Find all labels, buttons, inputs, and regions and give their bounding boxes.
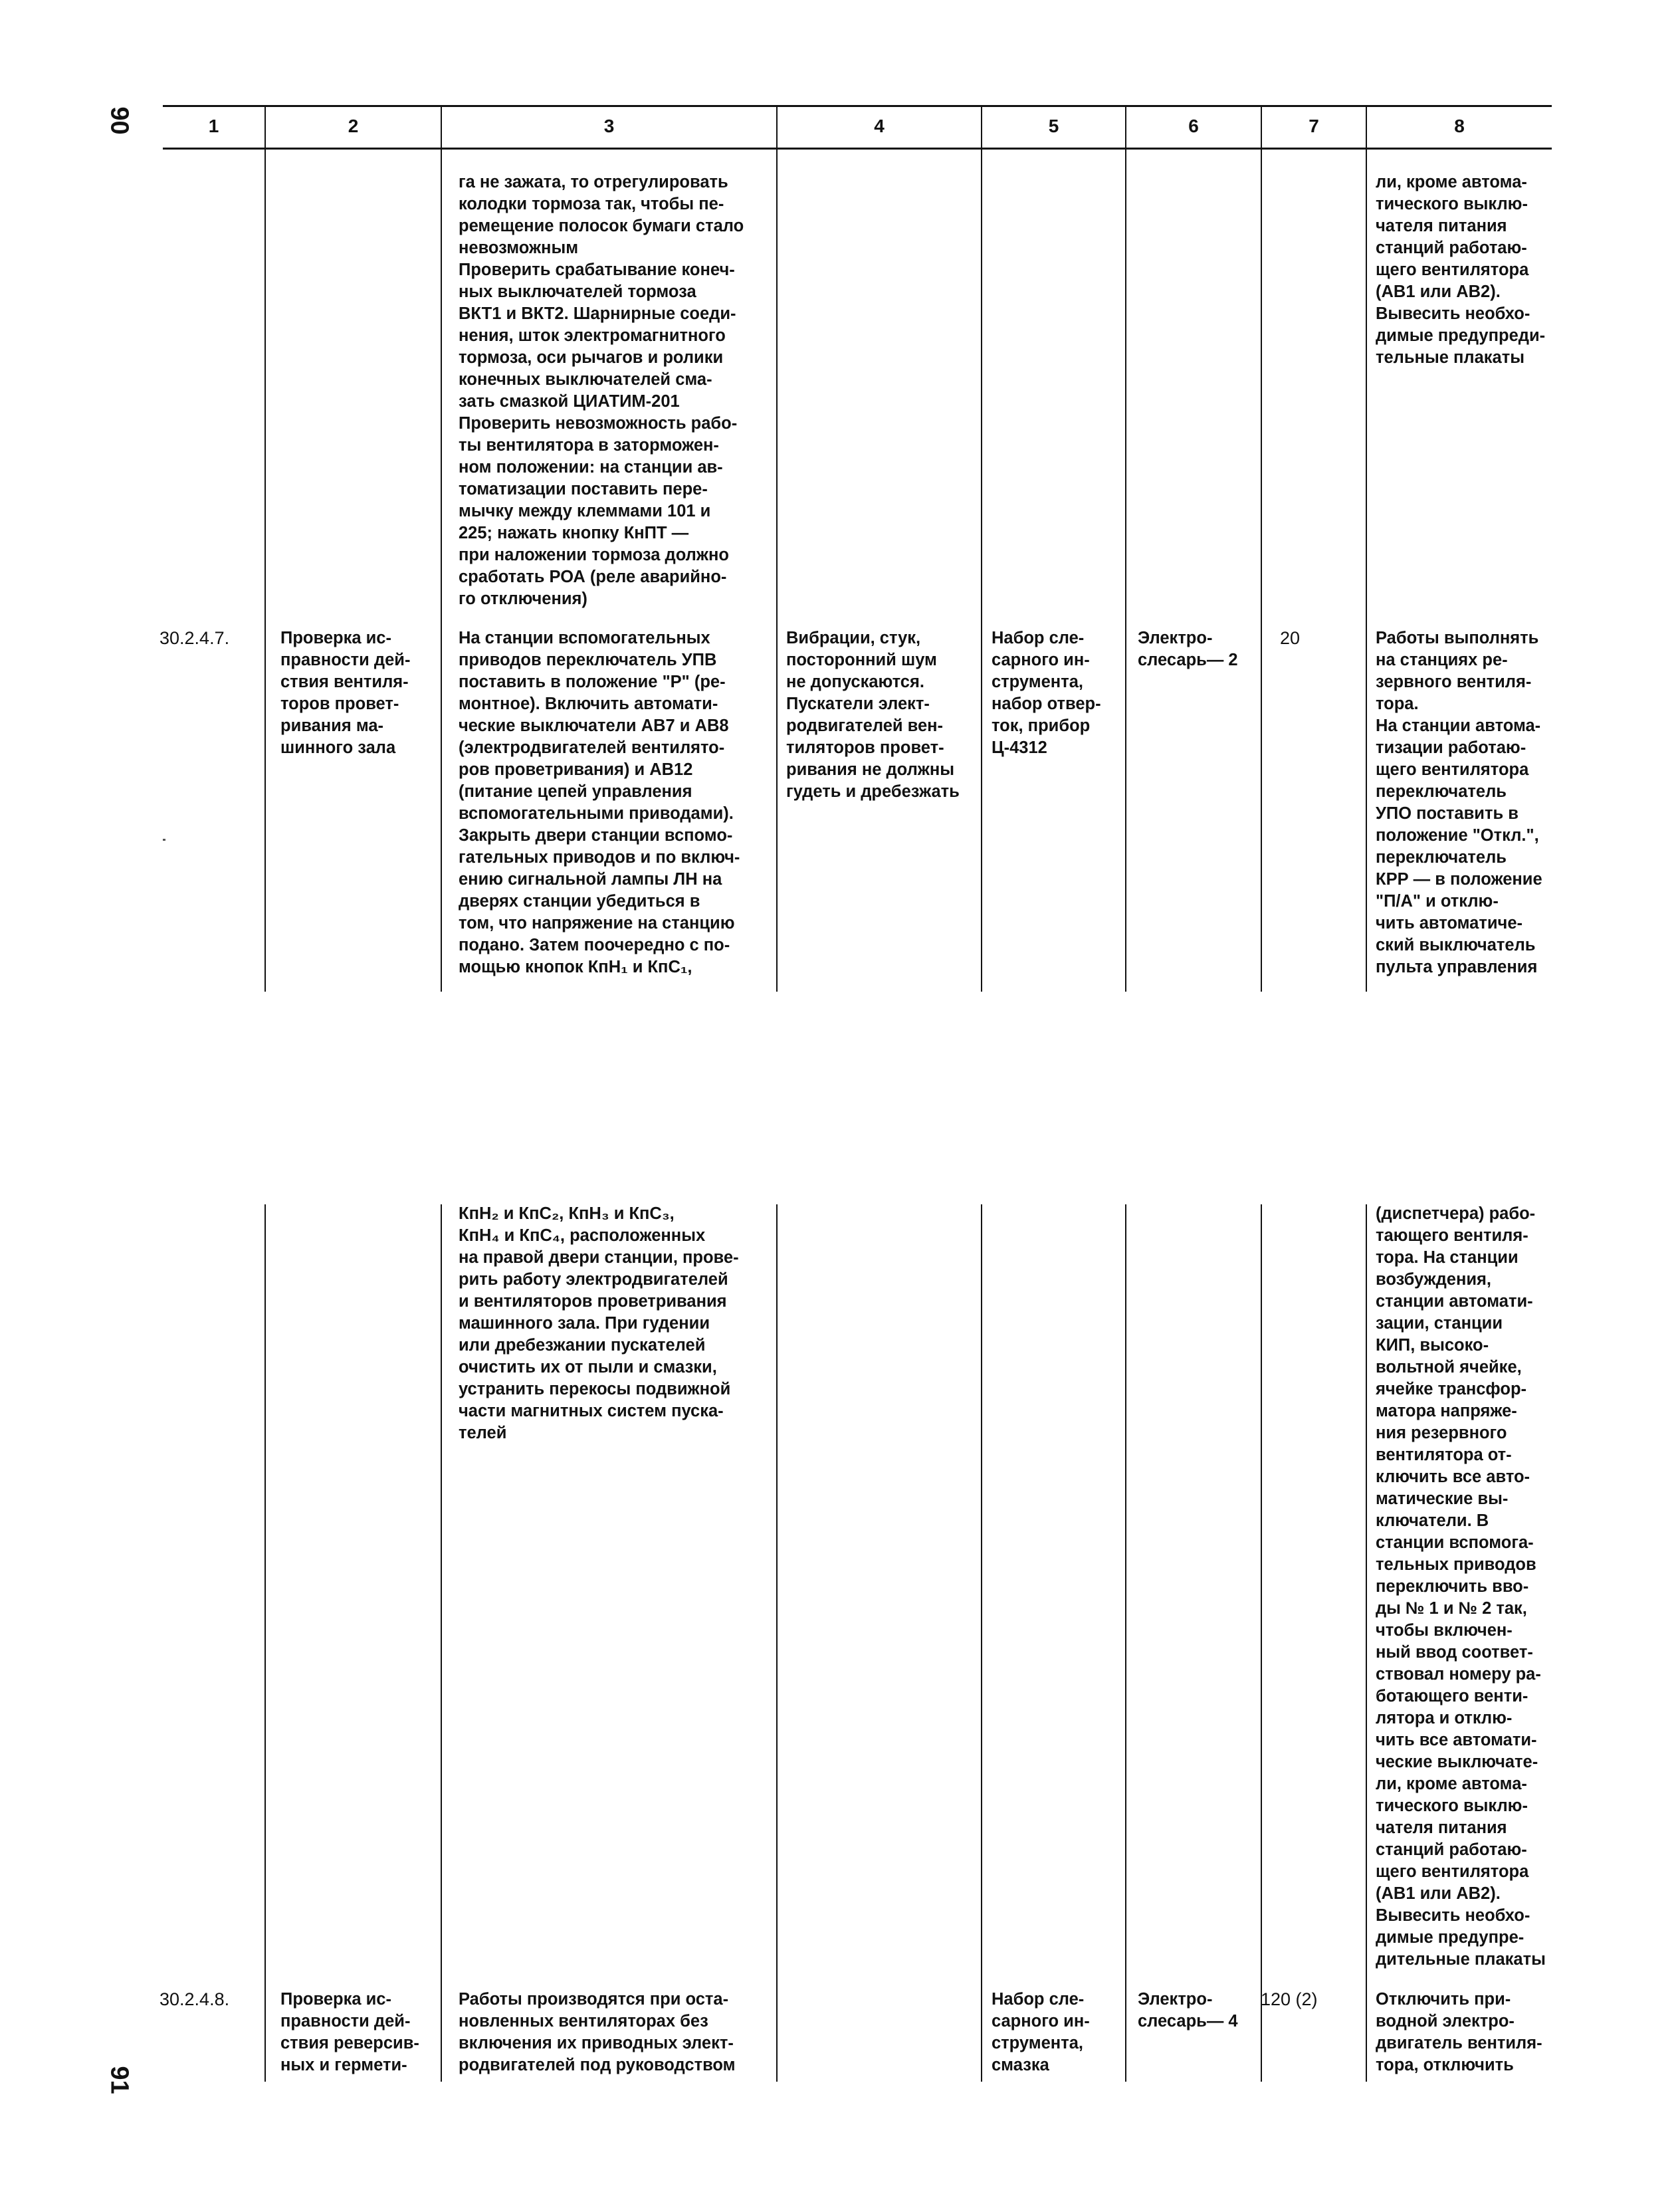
- column-header-6: 6: [1188, 116, 1199, 136]
- column-header-2: 2: [348, 116, 359, 136]
- row-2-4-7-staff: Электро- слесарь— 2: [1138, 629, 1238, 669]
- column-separator: [776, 149, 778, 992]
- header-top-rule: [163, 105, 1552, 107]
- row-2-4-8-tools: Набор сле- сарного ин- струмента, смазка: [992, 1990, 1090, 2074]
- segment2-col3-text: КпН₂ и КпС₂, КпН₃ и КпС₃, КпН₄ и КпС₄, расположенных на правой двери станции, прове- рить работу электродвигателей и вентиляторов проветривания машинного зала. При гудении или дребезжании пускателей очистить их от пыли и смазки, устранить перекосы подвижной части магнитных систем пуска- телей: [459, 1204, 739, 1442]
- row-2-4-7-requirements: Вибрации, стук, посторонний шум не допускаются. Пускатели элект- родвигателей вен- тиляторов провет- ривания не должны гудеть и дребезжать: [786, 629, 960, 801]
- row-2-4-7-name: Проверка ис- правности дей- ствия вентиля- торов провет- ривания ма- шинного зала: [280, 629, 411, 757]
- column-separator: [1261, 149, 1262, 992]
- row-2-4-7-time: 20: [1280, 628, 1301, 648]
- row-2-4-7-number: 30.2.4.7.: [159, 628, 230, 648]
- column-separator: [981, 1204, 982, 2082]
- row-2-4-8-staff: Электро- слесарь— 4: [1138, 1990, 1238, 2031]
- segment2-col8-text: (диспетчера) рабо- тающего вентиля- тора. На станции возбуждения, станции автомати- зации, станции КИП, высоко- вольтной ячейке, ячейке трансфор- матора напряже- ния резервного вентилятора от- ключить все авто- матические вы- ключатели. В станции вспомога- тельных приводов переключить вво- ды № 1 и № 2 так, чтобы включен- ный ввод соответ- ствовал номеру ра- ботающего венти- лятора и отклю- чить все автомати- ческие выключате- ли, кроме автома- тического выклю- чателя питания станций работаю- щего вентилятора (АВ1 или АВ2). Вывесить необхо- димые предупре- дительные плакаты: [1376, 1204, 1546, 1969]
- row-2-4-8-name: Проверка ис- правности дей- ствия реверсив- ных и гермети-: [280, 1990, 419, 2074]
- page-number-top: 90: [105, 106, 134, 135]
- row-2-4-8-number: 30.2.4.8.: [159, 1989, 230, 2009]
- column-separator: [981, 149, 982, 992]
- column-separator: [776, 1204, 778, 2082]
- segment1-col3-text: га не зажата, то отрегулировать колодки тормоза так, чтобы пе- ремещение полосок бумаги стало невозможным Проверить срабатывание конеч- ных выключателей тормоза ВКТ1 и ВКТ2. Шарнирные соеди- нения, шток электромагнитного тормоза, оси рычагов и ролики конечных выключателей сма- зать смазкой ЦИАТИМ-201 Проверить невозможность рабо- ты вентилятора в заторможен- ном положении: на станции ав- томатизации поставить пере- мычку между клеммами 101 и 225; нажать кнопку КнПТ — при наложении тормоза должно сработать РОА (реле аварийно- го отключения): [459, 173, 744, 608]
- column-separator: [1125, 149, 1126, 992]
- row-2-4-8-time: 120 (2): [1261, 1989, 1318, 2009]
- column-separator: [264, 149, 266, 992]
- row-2-4-7-tools: Набор сле- сарного ин- струмента, набор отвер- ток, прибор Ц-4312: [992, 629, 1101, 757]
- header-bottom-rule: [163, 148, 1552, 150]
- column-header-4: 4: [874, 116, 885, 136]
- row-2-4-8-procedure: Работы производятся при оста- новленных вентиляторах без включения их приводных элект- родвигателей под руководством: [459, 1990, 736, 2074]
- column-separator: [1366, 1204, 1367, 2082]
- column-separator: [441, 149, 442, 992]
- column-header-7: 7: [1309, 116, 1319, 136]
- column-separator: [264, 1204, 266, 2082]
- segment1-col8-text: ли, кроме автома- тического выклю- чателя питания станций работаю- щего вентилятора (АВ1 или АВ2). Вывесить необхо- димые предупреди- тельные плакаты: [1376, 173, 1546, 367]
- column-header-8: 8: [1454, 116, 1465, 136]
- column-separator: [1261, 1204, 1262, 2082]
- column-header-1: 1: [208, 116, 219, 136]
- column-header-5: 5: [1048, 116, 1059, 136]
- column-separator: [1366, 149, 1367, 992]
- column-separator: [441, 1204, 442, 2082]
- row-2-4-8-safety: Отключить при- водной электро- двигатель вентиля- тора, отключить: [1376, 1990, 1542, 2074]
- column-header-3: 3: [603, 116, 615, 136]
- page-number-bottom: 91: [105, 2066, 134, 2094]
- row-2-4-7-safety: Работы выполнять на станциях ре- зервного вентиля- тора. На станции автома- тизации работаю- щего вентилятора переключатель УПО поставить в положение "Откл.", переключатель КРР — в положение "П/А" и отклю- чить автоматиче- ский выключатель пульта управления: [1376, 629, 1542, 976]
- column-separator: [1125, 1204, 1126, 2082]
- scan-mark: [163, 839, 165, 841]
- row-2-4-7-procedure: На станции вспомогательных приводов переключатель УПВ поставить в положение "Р" (ре- монтное). Включить автомати- ческие выключатели АВ7 и АВ8 (электродвигателей вентилято- ров проветривания) и АВ12 (питание цепей управления вспомогательными приводами). Закрыть двери станции вспомо- гательных приводов и по включ- ению сигнальной лампы ЛН на дверях станции убедиться в том, что напряжение на станцию подано. Затем поочередно с по- мощью кнопок КпН₁ и КпС₁,: [459, 629, 740, 976]
